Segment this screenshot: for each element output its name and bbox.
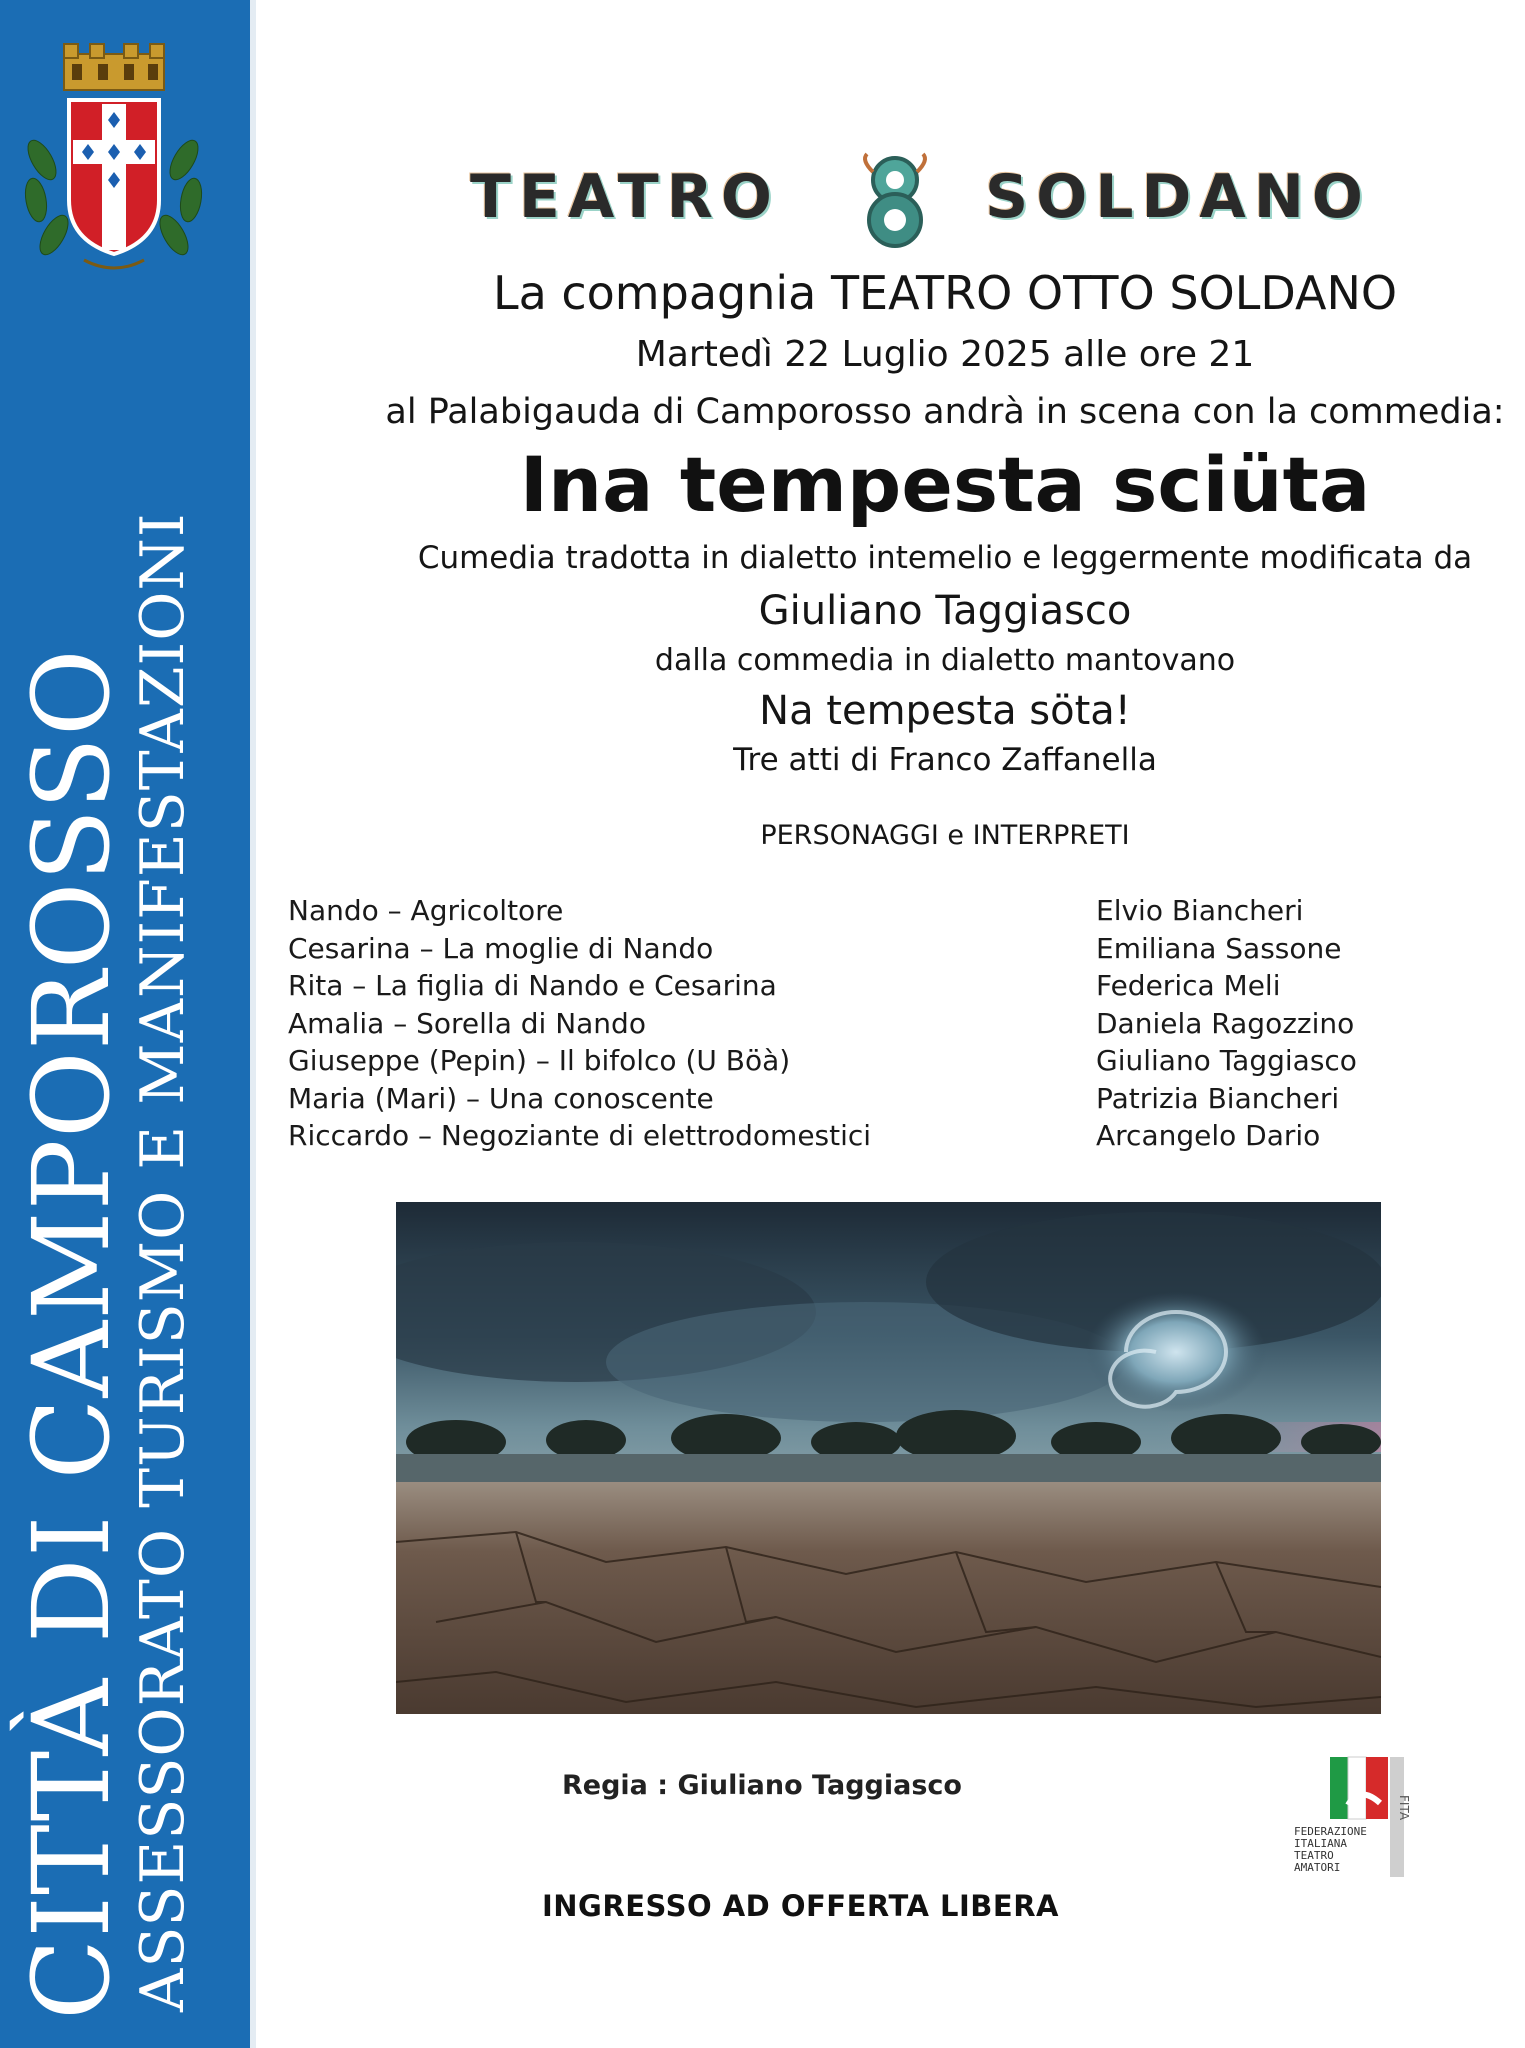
cast-role: Riccardo – Negoziante di elettrodomestici xyxy=(288,1119,872,1152)
storm-landscape-image xyxy=(396,1202,1381,1714)
cast-actor: Patrizia Biancheri xyxy=(1096,1081,1340,1115)
original-author: Tre atti di Franco Zaffanella xyxy=(733,742,1157,778)
fita-badge-text: FITA xyxy=(1397,1795,1411,1821)
original-title: Na tempesta söta! xyxy=(759,688,1131,734)
source-note: dalla commedia in dialetto mantovano xyxy=(654,643,1236,678)
cast-actor: Daniela Ragozzino xyxy=(1096,1006,1355,1040)
fita-caption xyxy=(1294,1826,1394,1874)
cast-actor: Arcangelo Dario xyxy=(1096,1119,1321,1152)
cast-list xyxy=(288,894,1378,1157)
cast-role: Cesarina – La moglie di Nando xyxy=(288,931,714,965)
play-title: Ina tempesta sciüta xyxy=(519,440,1371,529)
cast-role: Maria (Mari) – Una conoscente xyxy=(288,1081,714,1115)
company-line: La compagnia TEATRO OTTO SOLDANO xyxy=(492,266,1398,320)
cast-row xyxy=(288,1082,1378,1120)
cast-actor: Elvio Biancheri xyxy=(1096,894,1304,927)
venue-line: al Palabigauda di Camporosso andrà in scena con la commedia: xyxy=(385,392,1505,432)
cast-heading: PERSONAGGI e INTERPRETI xyxy=(760,820,1130,851)
translation-note: Cumedia tradotta in dialetto intemelio e leggermente modificata da xyxy=(417,540,1473,576)
sidebar-edge xyxy=(250,0,256,2048)
cast-row xyxy=(288,1119,1378,1157)
fita-line: AMATORI xyxy=(1294,1861,1341,1874)
cast-row xyxy=(288,1044,1378,1082)
cast-actor: Federica Meli xyxy=(1096,969,1281,1002)
cast-role: Rita – La figlia di Nando e Cesarina xyxy=(288,969,777,1002)
cast-actor: Giuliano Taggiasco xyxy=(1096,1044,1357,1077)
city-crest-icon xyxy=(14,40,214,280)
admission-note: INGRESSO AD OFFERTA LIBERA xyxy=(542,1889,1059,1923)
cast-role: Giuseppe (Pepin) – Il bifolco (U Böà) xyxy=(288,1044,791,1077)
fita-line: FEDERAZIONE xyxy=(1294,1825,1367,1838)
fita-line: ITALIANA xyxy=(1294,1837,1347,1850)
sidebar-title: CITTÀ DI CAMPOROSSO xyxy=(10,648,133,2020)
sidebar-subtitle: ASSESSORATO TURISMO E MANIFESTAZIONI xyxy=(128,512,198,2012)
cast-row xyxy=(288,894,1378,932)
director-credit: Regia : Giuliano Taggiasco xyxy=(562,1770,962,1801)
cast-actor: Emiliana Sassone xyxy=(1096,931,1342,965)
cast-role: Nando – Agricoltore xyxy=(288,894,564,927)
logo-word-left: TEATRO xyxy=(470,162,780,232)
cast-row xyxy=(288,932,1378,970)
cast-role: Amalia – Sorella di Nando xyxy=(288,1006,646,1040)
fita-line: TEATRO xyxy=(1294,1849,1334,1862)
cast-row xyxy=(288,1007,1378,1045)
translator-name: Giuliano Taggiasco xyxy=(758,588,1132,634)
date-line: Martedì 22 Luglio 2025 alle ore 21 xyxy=(635,334,1255,375)
cast-row xyxy=(288,969,1378,1007)
dragon-eight-icon xyxy=(845,150,945,250)
logo-word-right: SOLDANO xyxy=(985,162,1371,232)
theatre-logo xyxy=(470,150,1420,250)
